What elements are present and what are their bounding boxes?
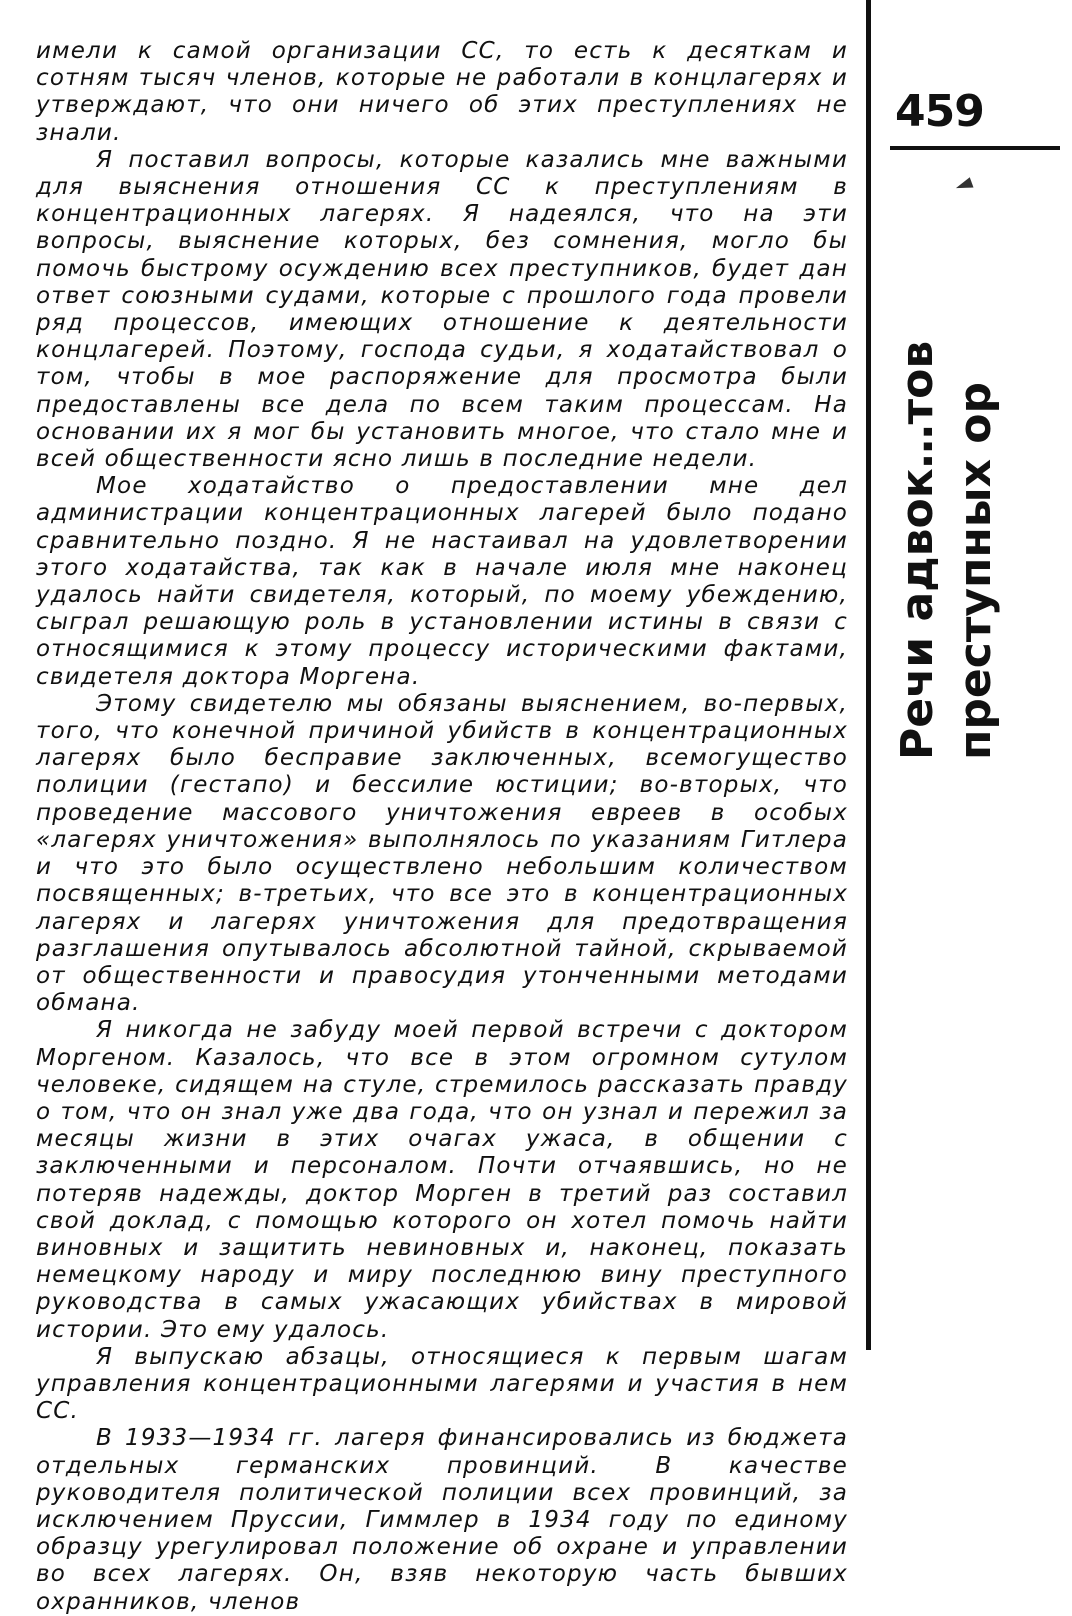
running-side-title [880, 340, 1055, 760]
triangle-marker-icon: ◄ [951, 169, 976, 200]
side-title-line-2: преступных ор [950, 381, 1001, 760]
page-number: 459 [895, 86, 984, 137]
paragraph-7: В 1933—1934 гг. лагеря финансировались из бюджета отдельных германских провинций. В качестве руководителя политической полиции всех провинций, за исключением Пруссии, Гиммлер в 1934 году по единому образцу урегулировал положение об охране и управлении во всех лагерях. Он, взяв некоторую часть бывших охранников, членов [36, 1425, 848, 1615]
paragraph-4: Этому свидетелю мы обязаны выяснением, во-первых, того, что конечной причиной убийств в концентрационных лагерях было бесправие заключенных, всемогущество полиции (гестапо) и бессилие юстиции; во-вторых, что проведение массового уничтожения евреев в особых «лагерях уничтожения» выполнялось по указаниям Гитлера и что это было осуществлено небольшим количеством посвященных; в-третьих, что все это в концентрационных лагерях и лагерях уничтожения для предотвращения разглашения опутывалось абсолютной тайной, скрываемой от общественности и правосудия утонченными методами обмана. [36, 690, 848, 1017]
paragraph-5: Я никогда не забуду моей первой встречи с доктором Моргеном. Казалось, что все в этом огромном сутулом человеке, сидящем на стуле, стремилось рассказать правду о том, что он знал уже два года, что он узнал и пережил за месяцы жизни в этих очагах ужаса, в общении с заключенными и персоналом. Почти отчаявшись, но не потеряв надежды, доктор Морген в третий раз составил свой доклад, с помощью которого он хотел помочь найти виновных и защитить невиновных и, наконец, показать немецкому народу и миру последнюю вину преступного руководства в самых ужасающих убийствах в мировой истории. Это ему удалось. [36, 1017, 848, 1343]
paragraph-2: Я поставил вопросы, которые казались мне важными для выяснения отношения СС к преступлениям в концентрационных лагерях. Я надеялся, что на эти вопросы, выяснение которых, без сомнения, могло бы помочь быстрому осуждению всех преступников, будет дан ответ союзными судами, которые с прошлого года провели ряд процессов, имеющих отношение к деятельности концлагерей. Поэтому, господа судьи, я ходатайствовал о том, чтобы в мое распоряжение для просмотра были предоставлены все дела по всем таким процессам. На основании их я мог бы установить многое, что стало мне и всей общественности ясно лишь в последние недели. [36, 146, 848, 473]
page-number-underline [890, 146, 1060, 150]
main-text-column [36, 38, 848, 1616]
margin-vertical-rule [866, 0, 871, 1350]
paragraph-1: имели к самой организации СС, то есть к десяткам и сотням тысяч членов, которые не работали в концлагерях и утверждают, что они ничего об этих преступлениях не знали. [36, 38, 848, 146]
paragraph-3: Мое ходатайство о предоставлении мне дел администрации концентрационных лагерей было подано сравнительно поздно. Я не настаивал на удовлетворении этого ходатайства, так как в начале июля мне наконец удалось найти свидетеля, который, по моему убеждению, сыграл решающую роль в установлении истины в связи с относящимися к этому процессу историческими фактами, свидетеля доктора Моргена. [36, 473, 848, 690]
paragraph-6: Я выпускаю абзацы, относящиеся к первым шагам управления концентрационными лагерями и участия в нем СС. [36, 1343, 848, 1425]
side-title-line-1: Речи адвок…тов [892, 340, 943, 760]
